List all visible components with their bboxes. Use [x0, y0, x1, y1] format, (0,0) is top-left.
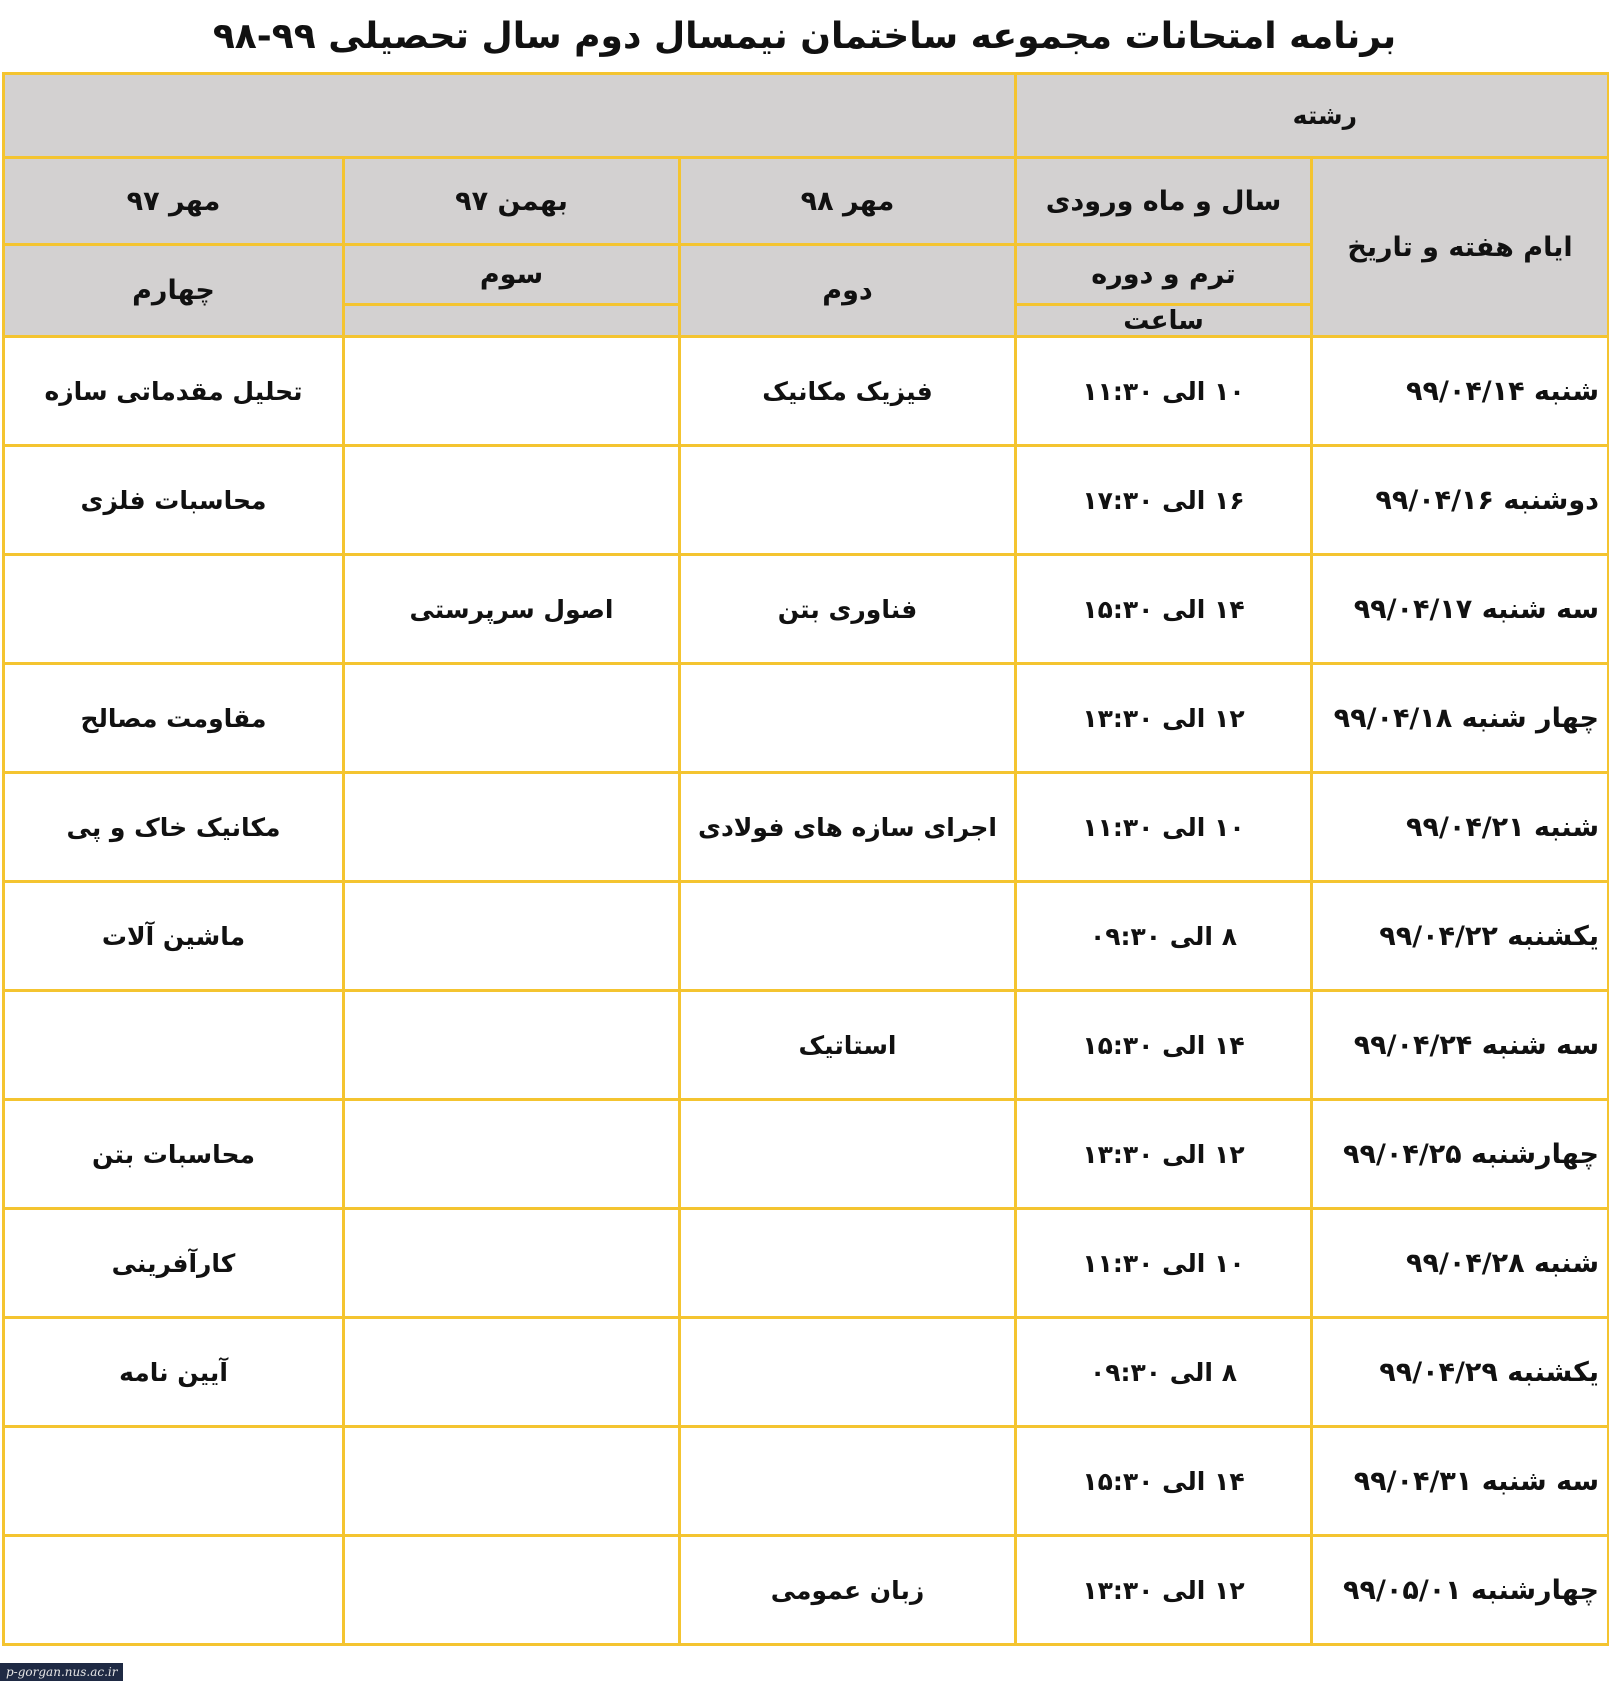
- schedule-row: [4, 991, 1609, 1100]
- header-entry-2: بهمن ۹۷: [344, 158, 680, 245]
- header-hour-label: ساعت: [1016, 305, 1312, 337]
- row-time: ۱۲ الی ۱۳:۳۰: [1016, 1536, 1312, 1645]
- row-course-term2: [680, 1427, 1016, 1536]
- row-time: ۱۰ الی ۱۱:۳۰: [1016, 773, 1312, 882]
- header-entry-1: مهر ۹۸: [680, 158, 1016, 245]
- row-course-term2: فیزیک مکانیک: [680, 337, 1016, 446]
- row-time: ۱۴ الی ۱۵:۳۰: [1016, 991, 1312, 1100]
- row-day-date: چهارشنبه ۹۹/۰۴/۲۵: [1312, 1100, 1609, 1209]
- row-course-term3: [344, 1427, 680, 1536]
- row-course-term2: [680, 664, 1016, 773]
- row-course-term2: استاتیک: [680, 991, 1016, 1100]
- header-entry-3: مهر ۹۷: [4, 158, 344, 245]
- schedule-row: [4, 1209, 1609, 1318]
- row-time: ۱۶ الی ۱۷:۳۰: [1016, 446, 1312, 555]
- schedule-row: [4, 1100, 1609, 1209]
- schedule-row: [4, 664, 1609, 773]
- header-term-1: دوم: [680, 245, 1016, 337]
- schedule-row: [4, 1536, 1609, 1645]
- row-day-date: چهارشنبه ۹۹/۰۵/۰۱: [1312, 1536, 1609, 1645]
- row-course-term4: کارآفرینی: [4, 1209, 344, 1318]
- header-field-blank: [4, 74, 1016, 158]
- schedule-row: [4, 446, 1609, 555]
- schedule-row: [4, 882, 1609, 991]
- row-course-term2: [680, 446, 1016, 555]
- row-course-term3: [344, 446, 680, 555]
- row-course-term3: [344, 1209, 680, 1318]
- schedule-row: [4, 337, 1609, 446]
- row-course-term4: تحلیل مقدماتی سازه: [4, 337, 344, 446]
- schedule-row: [4, 1427, 1609, 1536]
- row-course-term2: [680, 1209, 1016, 1318]
- header-days-label: ایام هفته و تاریخ: [1312, 158, 1609, 337]
- row-day-date: سه شنبه ۹۹/۰۴/۱۷: [1312, 555, 1609, 664]
- row-day-date: سه شنبه ۹۹/۰۴/۳۱: [1312, 1427, 1609, 1536]
- row-day-date: شنبه ۹۹/۰۴/۲۱: [1312, 773, 1609, 882]
- row-course-term2: زبان عمومی: [680, 1536, 1016, 1645]
- row-day-date: چهار شنبه ۹۹/۰۴/۱۸: [1312, 664, 1609, 773]
- row-course-term2: [680, 1100, 1016, 1209]
- row-course-term3: [344, 664, 680, 773]
- row-day-date: شنبه ۹۹/۰۴/۱۴: [1312, 337, 1609, 446]
- exam-schedule-table: [2, 72, 1609, 1646]
- schedule-row: [4, 1318, 1609, 1427]
- page-title: برنامه امتحانات مجموعه ساختمان نیمسال دوم سال تحصیلی ۹۹-۹۸: [212, 16, 1397, 57]
- row-course-term4: مکانیک خاک و پی: [4, 773, 344, 882]
- row-course-term4: مقاومت مصالح: [4, 664, 344, 773]
- header-entry-label: سال و ماه ورودی: [1016, 158, 1312, 245]
- schedule-row: [4, 773, 1609, 882]
- row-course-term4: محاسبات بتن: [4, 1100, 344, 1209]
- row-day-date: یکشنبه ۹۹/۰۴/۲۹: [1312, 1318, 1609, 1427]
- row-time: ۱۲ الی ۱۳:۳۰: [1016, 1100, 1312, 1209]
- header-field-label: رشته: [1016, 74, 1609, 158]
- header-term-2: سوم: [344, 245, 680, 305]
- row-course-term4: [4, 991, 344, 1100]
- row-course-term3: [344, 1536, 680, 1645]
- row-course-term3: [344, 1318, 680, 1427]
- schedule-row: [4, 555, 1609, 664]
- header-term-2-sub: [344, 305, 680, 337]
- row-course-term2: اجرای سازه های فولادی: [680, 773, 1016, 882]
- row-course-term4: [4, 1427, 344, 1536]
- row-course-term4: آیین نامه: [4, 1318, 344, 1427]
- row-course-term3: [344, 773, 680, 882]
- row-day-date: دوشنبه ۹۹/۰۴/۱۶: [1312, 446, 1609, 555]
- row-course-term4: ماشین آلات: [4, 882, 344, 991]
- row-day-date: شنبه ۹۹/۰۴/۲۸: [1312, 1209, 1609, 1318]
- row-time: ۱۴ الی ۱۵:۳۰: [1016, 555, 1312, 664]
- row-day-date: یکشنبه ۹۹/۰۴/۲۲: [1312, 882, 1609, 991]
- row-course-term3: [344, 882, 680, 991]
- row-course-term4: محاسبات فلزی: [4, 446, 344, 555]
- site-watermark: p-gorgan.nus.ac.ir: [0, 1663, 123, 1681]
- row-course-term3: اصول سرپرستی: [344, 555, 680, 664]
- row-course-term2: فناوری بتن: [680, 555, 1016, 664]
- row-time: ۱۰ الی ۱۱:۳۰: [1016, 337, 1312, 446]
- header-term-label: ترم و دوره: [1016, 245, 1312, 305]
- row-time: ۱۰ الی ۱۱:۳۰: [1016, 1209, 1312, 1318]
- row-course-term3: [344, 1100, 680, 1209]
- row-course-term2: [680, 882, 1016, 991]
- row-time: ۱۴ الی ۱۵:۳۰: [1016, 1427, 1312, 1536]
- row-course-term3: [344, 991, 680, 1100]
- row-course-term2: [680, 1318, 1016, 1427]
- row-time: ۸ الی ۰۹:۳۰: [1016, 1318, 1312, 1427]
- row-course-term4: [4, 555, 344, 664]
- row-time: ۸ الی ۰۹:۳۰: [1016, 882, 1312, 991]
- row-day-date: سه شنبه ۹۹/۰۴/۲۴: [1312, 991, 1609, 1100]
- row-course-term4: [4, 1536, 344, 1645]
- row-time: ۱۲ الی ۱۳:۳۰: [1016, 664, 1312, 773]
- row-course-term3: [344, 337, 680, 446]
- header-term-3: چهارم: [4, 245, 344, 337]
